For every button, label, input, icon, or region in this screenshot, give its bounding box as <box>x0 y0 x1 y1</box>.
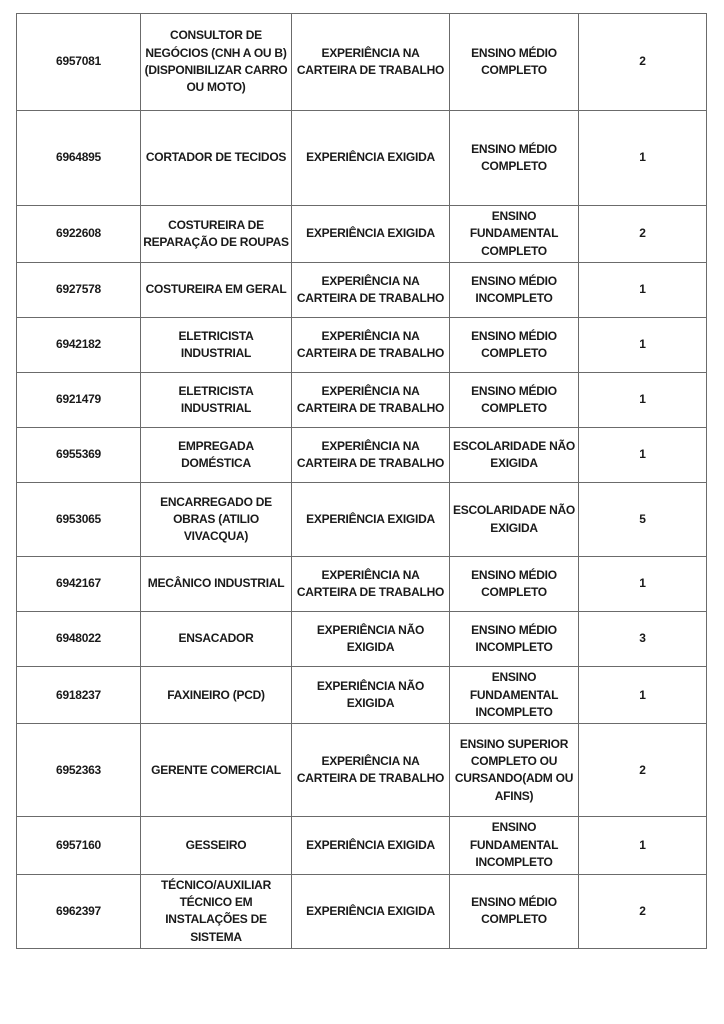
experience-cell: EXPERIÊNCIA NÃO EXIGIDA <box>292 667 450 724</box>
education-cell: ENSINO SUPERIOR COMPLETO OU CURSANDO(ADM OU AFINS) <box>450 724 579 817</box>
table-row <box>17 483 707 557</box>
job-title-cell: ELETRICISTA INDUSTRIAL <box>141 373 292 428</box>
job-title-cell: MECÂNICO INDUSTRIAL <box>141 557 292 612</box>
vacancies-cell: 1 <box>579 373 707 428</box>
table-row <box>17 612 707 667</box>
experience-cell: EXPERIÊNCIA EXIGIDA <box>292 483 450 557</box>
experience-cell: EXPERIÊNCIA EXIGIDA <box>292 874 450 949</box>
job-title-cell: FAXINEIRO (PCD) <box>141 667 292 724</box>
table-row <box>17 14 707 111</box>
job-title-cell: ENSACADOR <box>141 612 292 667</box>
job-id-cell: 6952363 <box>17 724 141 817</box>
job-title-cell: ENCARREGADO DE OBRAS (ATILIO VIVACQUA) <box>141 483 292 557</box>
table-row <box>17 373 707 428</box>
education-cell: ENSINO MÉDIO COMPLETO <box>450 318 579 373</box>
job-id-cell: 6942182 <box>17 318 141 373</box>
experience-cell: EXPERIÊNCIA EXIGIDA <box>292 111 450 206</box>
job-id-cell: 6962397 <box>17 874 141 949</box>
education-cell: ENSINO FUNDAMENTAL INCOMPLETO <box>450 667 579 724</box>
job-title-cell: GERENTE COMERCIAL <box>141 724 292 817</box>
vacancies-cell: 1 <box>579 263 707 318</box>
job-title-cell: CONSULTOR DE NEGÓCIOS (CNH A OU B) (DISPONIBILIZAR CARRO OU MOTO) <box>141 14 292 111</box>
education-cell: ESCOLARIDADE NÃO EXIGIDA <box>450 428 579 483</box>
table-row <box>17 428 707 483</box>
vacancies-cell: 1 <box>579 557 707 612</box>
education-cell: ENSINO MÉDIO INCOMPLETO <box>450 612 579 667</box>
job-id-cell: 6957081 <box>17 14 141 111</box>
experience-cell: EXPERIÊNCIA NA CARTEIRA DE TRABALHO <box>292 14 450 111</box>
vacancies-cell: 1 <box>579 428 707 483</box>
job-title-cell: ELETRICISTA INDUSTRIAL <box>141 318 292 373</box>
education-cell: ENSINO MÉDIO COMPLETO <box>450 373 579 428</box>
education-cell: ENSINO MÉDIO INCOMPLETO <box>450 263 579 318</box>
experience-cell: EXPERIÊNCIA NA CARTEIRA DE TRABALHO <box>292 557 450 612</box>
table-row <box>17 724 707 817</box>
vacancies-cell: 2 <box>579 206 707 263</box>
job-id-cell: 6921479 <box>17 373 141 428</box>
vacancies-cell: 2 <box>579 14 707 111</box>
table-row <box>17 318 707 373</box>
job-title-cell: GESSEIRO <box>141 817 292 874</box>
job-id-cell: 6955369 <box>17 428 141 483</box>
job-title-cell: COSTUREIRA EM GERAL <box>141 263 292 318</box>
job-title-cell: TÉCNICO/AUXILIAR TÉCNICO EM INSTALAÇÕES DE SISTEMA <box>141 874 292 949</box>
job-title-cell: CORTADOR DE TECIDOS <box>141 111 292 206</box>
table-row <box>17 111 707 206</box>
experience-cell: EXPERIÊNCIA NA CARTEIRA DE TRABALHO <box>292 263 450 318</box>
job-id-cell: 6964895 <box>17 111 141 206</box>
vacancies-cell: 1 <box>579 111 707 206</box>
education-cell: ENSINO MÉDIO COMPLETO <box>450 874 579 949</box>
education-cell: ENSINO MÉDIO COMPLETO <box>450 14 579 111</box>
table-row <box>17 557 707 612</box>
job-id-cell: 6918237 <box>17 667 141 724</box>
job-title-cell: EMPREGADA DOMÉSTICA <box>141 428 292 483</box>
table-row <box>17 667 707 724</box>
table-row <box>17 206 707 263</box>
vacancies-cell: 2 <box>579 874 707 949</box>
experience-cell: EXPERIÊNCIA EXIGIDA <box>292 206 450 263</box>
education-cell: ENSINO MÉDIO COMPLETO <box>450 111 579 206</box>
vacancies-cell: 3 <box>579 612 707 667</box>
experience-cell: EXPERIÊNCIA NA CARTEIRA DE TRABALHO <box>292 428 450 483</box>
job-id-cell: 6927578 <box>17 263 141 318</box>
table-row <box>17 874 707 949</box>
table-row <box>17 817 707 874</box>
vacancies-cell: 1 <box>579 817 707 874</box>
job-id-cell: 6953065 <box>17 483 141 557</box>
vacancies-cell: 2 <box>579 724 707 817</box>
experience-cell: EXPERIÊNCIA NA CARTEIRA DE TRABALHO <box>292 318 450 373</box>
experience-cell: EXPERIÊNCIA NA CARTEIRA DE TRABALHO <box>292 724 450 817</box>
vacancies-cell: 1 <box>579 667 707 724</box>
job-id-cell: 6942167 <box>17 557 141 612</box>
education-cell: ENSINO FUNDAMENTAL INCOMPLETO <box>450 817 579 874</box>
table-row <box>17 263 707 318</box>
experience-cell: EXPERIÊNCIA EXIGIDA <box>292 817 450 874</box>
job-vacancies-table <box>16 13 707 949</box>
job-id-cell: 6948022 <box>17 612 141 667</box>
vacancies-cell: 5 <box>579 483 707 557</box>
experience-cell: EXPERIÊNCIA NA CARTEIRA DE TRABALHO <box>292 373 450 428</box>
education-cell: ESCOLARIDADE NÃO EXIGIDA <box>450 483 579 557</box>
experience-cell: EXPERIÊNCIA NÃO EXIGIDA <box>292 612 450 667</box>
education-cell: ENSINO MÉDIO COMPLETO <box>450 557 579 612</box>
vacancies-cell: 1 <box>579 318 707 373</box>
job-title-cell: COSTUREIRA DE REPARAÇÃO DE ROUPAS <box>141 206 292 263</box>
education-cell: ENSINO FUNDAMENTAL COMPLETO <box>450 206 579 263</box>
job-id-cell: 6957160 <box>17 817 141 874</box>
job-id-cell: 6922608 <box>17 206 141 263</box>
